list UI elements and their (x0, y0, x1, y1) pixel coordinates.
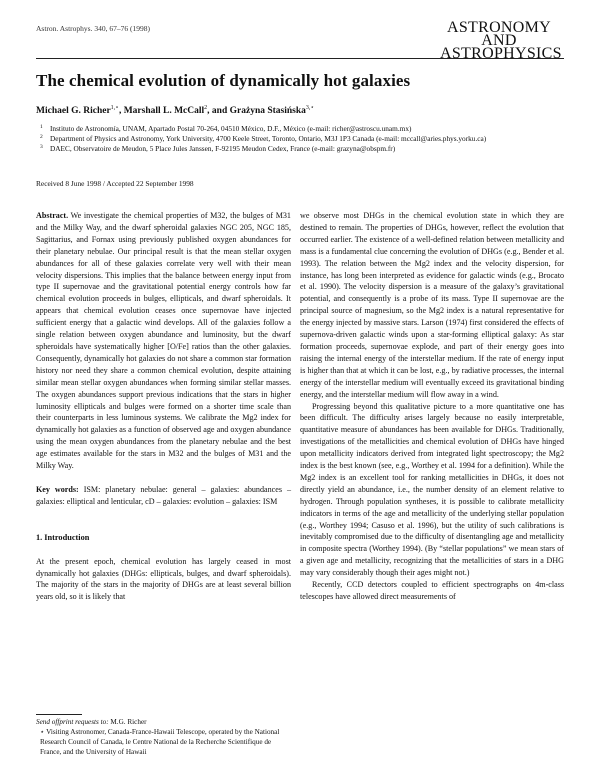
body-paragraph: At the present epoch, chemical evolution has largely ceased in most dynamically hot galaxies (DHGs: ellipticals, bulges, and dwarf spheroidals). The majority of the stars in the majority of DHGs are at least several billion years old, so it is likely that (36, 556, 291, 602)
affiliation-text: Instituto de Astronomía, UNAM, Apartado Postal 70-264, 04510 México, D.F., México (e-mail: richer@astroscu.unam.mx) (50, 124, 412, 133)
affiliation-item (36, 144, 566, 154)
offprint-label: Send offprint requests to: (36, 718, 109, 726)
section-heading: 1. Introduction (36, 532, 90, 542)
author-affiliation-mark: 1,⋆ (110, 105, 119, 111)
affiliation-text: Department of Physics and Astronomy, York University, 4700 Keele Street, Toronto, Ontario, M3J 1P3 Canada (e-mail: mccall@aries.phys.yorku.ca) (50, 134, 487, 143)
keywords (36, 484, 291, 508)
author-name: Marshall L. McCall (123, 106, 205, 117)
affiliation-list (36, 124, 566, 154)
keywords-label: Key words: (36, 484, 79, 494)
affiliation-item (36, 134, 566, 144)
logo-line-2: AND (481, 32, 517, 49)
abstract-text: We investigate the chemical properties of M32, the bulges of M31 and the Milky Way, and the dwarf spheroidal galaxies NGC 205, NGC 185, Sagittarius, and Fornax using previously published oxygen abundances for their planetary nebulae. Our principal result is that the mean stellar oxygen abundances for all of these galaxies correlate very well with their mean velocity dispersions. This implies that the balance between energy input from type II supernovae and the gravitational potential energy controls how far chemical evolution proceeds in bulges, ellipticals, and dwarf spheroidals. It appears that chemical evolution ceases once supernovae have injected sufficient energy that a galactic wind develops. All of the galaxies follow a single relation between oxygen abundance and luminosity, but the dwarf spheroidals have systematically higher [O/Fe] ratios than the other galaxies. Consequently, dynamically hot galaxies do not share a common star formation history nor need they share a common chemical evolution, despite attaining similar mean stellar oxygen abundances when forming similar stellar masses. The oxygen abundances support previous indications that the stars in higher luminosity ellipticals and bulges were formed on a shorter time scale than their counterparts in less luminous systems. We calibrate the Mg2 index for dynamically hot galaxies as a function of observed age and oxygen abundance using the mean oxygen abundances from the planetary nebulae and the best age estimates available for the stars in M32 and the bulges of M31 and the Milky Way. (36, 211, 291, 471)
received-accepted-dates: Received 8 June 1998 / Accepted 22 September 1998 (36, 179, 194, 188)
affiliation-number: 3 (40, 144, 43, 150)
visiting-astronomer-note: ⋆ Visiting Astronomer, Canada-France-Hawaii Telescope, operated by the National Research Council of Canada, le Centre National de la Recherche Scientifique de France, and the University of Hawaii (40, 728, 280, 756)
journal-logo (440, 19, 562, 62)
affiliation-number: 1 (40, 124, 43, 130)
author-separator: , (118, 106, 124, 117)
offprint-name: M.G. Richer (110, 718, 147, 726)
footnote-divider (36, 714, 82, 715)
body-paragraph: Progressing beyond this qualitative picture to a more quantitative one has been difficult. The difficulty arises largely because no easily interpretable, quantitative measure of abundances has been available for DHGs. Traditionally, investigations of the metallicities and chemical evolution of DHGs have hinged upon metallicity indicators derived from integrated light spectroscopy; the Mg2 index is the best known (see, e.g., Worthey et al. 1994 for a definition). While the Mg2 index is an excellent tool for ranking metallicities in DHGs, it does not directly yield an abundance, i.e., the number density of an element relative to hydrogen. Through population syntheses, it is possible to calibrate metallicity indicators in terms of the age and metallicity of the underlying stellar population (e.g., Worthey 1994; Casuso et al. 1996), but the utility of such calibrations is inevitably compromised due to the difficulty of disentangling age and metallicity in composite spectra (Worthey 1994). (By “stellar populations” we mean stars of a given age and metallicity, recognizing that the metallicities of stars in a DHG may vary considerably though their ages might not.) (300, 401, 564, 578)
affiliation-item (36, 124, 566, 134)
footnotes (36, 714, 291, 757)
author-affiliation-mark: 2 (204, 105, 208, 111)
logo-line-1: ASTRONOMY (446, 19, 552, 36)
header-divider (36, 58, 564, 59)
body-paragraph: Recently, CCD detectors coupled to efficient spectrographs on 4m-class telescopes have allowed direct measurements of (300, 580, 564, 601)
abstract (36, 210, 291, 472)
journal-reference: Astron. Astrophys. 340, 67–76 (1998) (36, 24, 150, 33)
author-name: Grażyna Stasińska (229, 106, 306, 117)
logo-line-3: ASTROPHYSICS (440, 45, 562, 62)
left-column (36, 210, 291, 603)
affiliation-number: 2 (40, 134, 43, 140)
affiliation-text: DAEC, Observatoire de Meudon, 5 Place Jules Janssen, F-92195 Meudon Cedex, France (e-mail: grazyna@obspm.fr) (50, 144, 396, 153)
offprint-request (36, 717, 291, 727)
author-affiliation-mark: 3,⋆ (305, 105, 315, 111)
paper-title: The chemical evolution of dynamically hot galaxies (36, 71, 411, 90)
right-column (300, 210, 564, 603)
author-separator: , and (207, 106, 230, 117)
author-list (36, 104, 314, 116)
body-paragraph: we observe most DHGs in the chemical evolution state in which they are destined to remain. The properties of DHGs, however, reflect the evolution that occurred earlier. The existence of a well-defined relation between metallicity and mass is a fundamental clue concerning the evolution of DHGs (e.g., Bender et al. 1993). The relation between the Mg2 index and the velocity dispersion, for instance, has long been interpreted as evidence for galactic winds (e.g., Brocato et al. 1990). The velocity dispersion is a measure of the galaxy’s gravitational potential, and consequently is a probe of its mass. Type II supernovae are the principal source of magnesium, so the Mg2 index is a natural representative for the energy injected by massive stars. Larson (1974) first considered the effects of supernova-driven galactic winds upon a star-forming elliptical galaxy: As star formation proceeds, supernovae explode, and part of their energy goes into raising the internal energy of the interstellar medium. If the rate of energy input is higher than that at which it can be lost, e.g., by radiative processes, the internal energy of the interstellar medium will eventually exceed its gravitational binding energy, and the interstellar medium will flow away in a wind. (300, 211, 564, 399)
keywords-text: ISM: planetary nebulae: general – galaxies: abundances – galaxies: elliptical and lenticular, cD – galaxies: evolution – galaxies: ISM (36, 484, 292, 506)
author-name: Michael G. Richer (36, 106, 111, 117)
abstract-label: Abstract. (36, 211, 69, 220)
